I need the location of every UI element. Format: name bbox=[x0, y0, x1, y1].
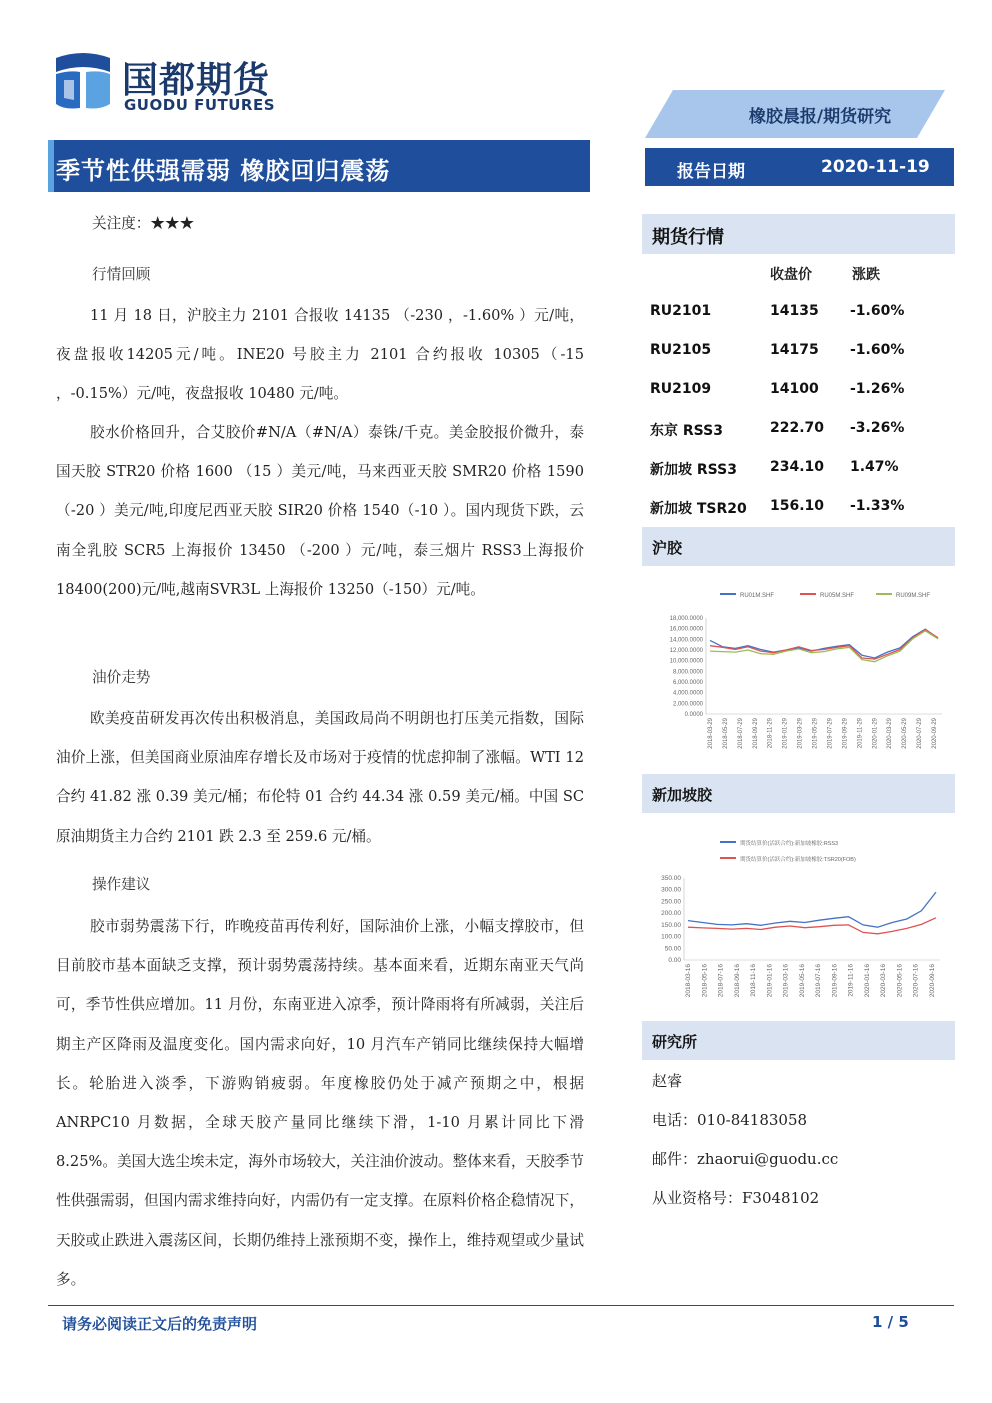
y-tick-label: 18,000.0000 bbox=[669, 616, 703, 622]
contract-name: RU2109 bbox=[650, 381, 712, 397]
x-tick-label: 2019-07-16 bbox=[815, 964, 823, 998]
legend-label: 期货结算价(活跃合约):新加坡橡胶:RSS3 bbox=[740, 841, 839, 847]
y-tick-label: 250.00 bbox=[661, 898, 681, 906]
x-tick-label: 2019-05-29 bbox=[812, 718, 819, 749]
y-tick-label: 200.00 bbox=[661, 910, 681, 918]
guodu-logo bbox=[50, 48, 300, 118]
legend-label: RU05M.SHF bbox=[820, 593, 855, 599]
x-tick-label: 2020-01-16 bbox=[863, 964, 871, 998]
market-row bbox=[650, 498, 950, 518]
x-tick-label: 2020-03-29 bbox=[887, 718, 894, 749]
y-tick-label: 100.00 bbox=[661, 933, 681, 941]
series-line bbox=[688, 918, 936, 934]
market-row bbox=[650, 459, 950, 479]
y-tick-label: 8,000.0000 bbox=[672, 669, 703, 676]
y-tick-label: 0.00 bbox=[668, 957, 681, 964]
section-heading-oil-price: 油价走势 bbox=[92, 669, 151, 686]
footer-divider bbox=[48, 1305, 954, 1306]
close-price: 14175 bbox=[770, 342, 819, 358]
researcher-phone: 电话：010-84183058 bbox=[652, 1111, 808, 1129]
price-change: 1.47% bbox=[850, 459, 899, 475]
x-tick-label: 2019-05-16 bbox=[798, 964, 806, 998]
report-type-label: 橡胶晨报/期货研究 bbox=[748, 107, 892, 127]
singapore-chart-svg bbox=[648, 830, 948, 1010]
focus-rating: 关注度：★★★ bbox=[92, 215, 195, 232]
x-tick-label: 2018-05-29 bbox=[722, 718, 729, 749]
price-change: -1.33% bbox=[850, 498, 905, 514]
logo-english-text: GUODU FUTURES bbox=[124, 96, 276, 114]
close-price: 234.10 bbox=[770, 459, 825, 475]
report-type-banner bbox=[645, 90, 945, 138]
y-tick-label: 350.00 bbox=[661, 875, 681, 882]
contract-name: 新加坡 RSS3 bbox=[650, 462, 737, 478]
legend-label: RU09M.SHF bbox=[896, 593, 931, 599]
disclaimer-notice[interactable]: 请务必阅读正文后的免责声明 bbox=[62, 1315, 258, 1333]
report-date-bar bbox=[645, 148, 954, 186]
x-tick-label: 2019-03-29 bbox=[797, 718, 804, 749]
logo-chinese-text: 国都期货 bbox=[122, 60, 271, 101]
singapore-section-title: 新加坡胶 bbox=[652, 786, 713, 804]
col-header-change: 涨跌 bbox=[852, 267, 880, 283]
x-tick-label: 2019-07-29 bbox=[827, 718, 834, 749]
researcher-email[interactable]: 邮件：zhaorui@guodu.cc bbox=[652, 1150, 839, 1168]
x-tick-label: 2020-01-29 bbox=[872, 718, 879, 749]
close-price: 156.10 bbox=[770, 498, 825, 514]
y-tick-label: 2,000.0000 bbox=[672, 701, 703, 708]
market-row bbox=[650, 303, 950, 323]
shanghai-section-title: 沪胶 bbox=[652, 539, 683, 557]
market-row bbox=[650, 420, 950, 440]
researcher-name: 赵睿 bbox=[652, 1072, 683, 1090]
x-tick-label: 2018-11-16 bbox=[750, 964, 758, 997]
x-tick-label: 2019-03-16 bbox=[782, 964, 790, 998]
report-date-value: 2020-11-19 bbox=[821, 157, 930, 177]
x-tick-label: 2018-05-16 bbox=[701, 964, 709, 998]
singapore-rubber-chart bbox=[648, 830, 948, 1010]
price-change: -3.26% bbox=[850, 420, 905, 436]
x-tick-label: 2019-11-29 bbox=[857, 718, 864, 749]
y-tick-label: 14,000.0000 bbox=[669, 637, 703, 644]
x-tick-label: 2019-01-16 bbox=[766, 964, 774, 998]
x-tick-label: 2020-07-29 bbox=[917, 718, 924, 749]
y-tick-label: 4,000.0000 bbox=[672, 690, 703, 697]
singapore-section-header bbox=[642, 774, 955, 813]
shanghai-chart-svg bbox=[648, 582, 948, 762]
paragraph-market-review-1: 11 月 18 日，沪胶主力 2101 合报收 14135 （-230 ，-1.60% ）元/吨，夜盘报收14205元/吨。INE20 号胶主力 2101 合约报收 10305（-15 ，-0.15%）元/吨，夜盘报收 10480 元/吨。 bbox=[56, 307, 584, 403]
section-heading-operation-advice: 操作建议 bbox=[92, 876, 151, 893]
close-price: 222.70 bbox=[770, 420, 825, 436]
y-tick-label: 50.00 bbox=[664, 945, 681, 953]
price-change: -1.60% bbox=[850, 303, 905, 319]
x-tick-label: 2018-09-29 bbox=[752, 718, 759, 749]
contract-name: 东京 RSS3 bbox=[650, 423, 723, 439]
paragraph-operation-advice: 胶市弱势震荡下行，昨晚疫苗再传利好，国际油价上涨，小幅支撑胶市，但目前胶市基本面缺乏支撑，预计弱势震荡持续。基本面来看，近期东南亚天气尚可，季节性供应增加。11 月份，东南亚进入凉季，预计降雨将有所减弱，关注后期主产区降雨及温度变化。国内需求向好，10 月汽车产销同比继续保持大幅增长。轮胎进入淡季，下游购销疲弱。年度橡胶仍处于减产预期之中，根据 ANRPC10 月数据，全球天胶产量同比继续下滑，1-10 月累计同比下滑 8.25%。美国大选尘埃未定，海外市场较大，关注油价波动。整体来看，天胶季节性供强需弱，但国内需求维持向好，内需仍有一定支撑。在原料价格企稳情况下，天胶或止跌进入震荡区间，长期仍维持上涨预期不变，操作上，维持观望或少量试多。 bbox=[56, 918, 584, 1288]
legend-label: 期货结算价(活跃合约):新加坡橡胶:TSR20(FOB) bbox=[740, 857, 856, 863]
x-tick-label: 2018-07-29 bbox=[737, 718, 744, 749]
x-tick-label: 2018-07-16 bbox=[717, 964, 725, 998]
x-tick-label: 2019-09-16 bbox=[831, 964, 839, 998]
x-tick-label: 2019-09-29 bbox=[842, 718, 849, 749]
x-tick-label: 2019-11-16 bbox=[847, 964, 855, 997]
report-date-label: 报告日期 bbox=[677, 162, 745, 182]
report-title-bar bbox=[48, 140, 590, 192]
x-tick-label: 2020-09-29 bbox=[932, 718, 938, 749]
price-change: -1.60% bbox=[850, 342, 905, 358]
paragraph-market-review-2: 胶水价格回升，合艾胶价#N/A（#N/A）泰铢/千克。美金胶报价微升，泰国天胶 STR20 价格 1600 （15 ）美元/吨，马来西亚天胶 SMR20 价格 1590（-20 ）美元/吨,印度尼西亚天胶 SIR20 价格 1540（-10 ）。国内现货下跌，云南全乳胶 SCR5 上海报价 13450 （-200 ）元/吨，泰三烟片 RSS3上海报价18400(200)元/吨,越南SVR3L 上海报价 13250（-150）元/吨。 bbox=[56, 424, 584, 598]
contract-name: RU2105 bbox=[650, 342, 712, 358]
contract-name: 新加坡 TSR20 bbox=[650, 501, 747, 517]
series-line bbox=[710, 629, 938, 658]
price-change: -1.26% bbox=[850, 381, 905, 397]
y-tick-label: 16,000.0000 bbox=[669, 626, 703, 633]
x-tick-label: 2019-01-29 bbox=[782, 718, 789, 749]
section-heading-market-review: 行情回顾 bbox=[92, 266, 151, 283]
y-tick-label: 0.0000 bbox=[684, 712, 703, 718]
y-tick-label: 150.00 bbox=[661, 921, 681, 929]
page-number: 1 / 5 bbox=[872, 1313, 909, 1331]
y-tick-label: 300.00 bbox=[661, 886, 681, 894]
x-tick-label: 2020-05-29 bbox=[902, 718, 909, 749]
research-section-title: 研究所 bbox=[652, 1033, 698, 1051]
title-accent bbox=[48, 140, 54, 192]
x-tick-label: 2018-11-29 bbox=[767, 718, 774, 749]
market-row bbox=[650, 342, 950, 362]
shanghai-rubber-chart bbox=[648, 582, 948, 762]
x-tick-label: 2018-03-16 bbox=[685, 964, 692, 998]
x-tick-label: 2020-07-16 bbox=[912, 964, 920, 998]
logo-mark-icon bbox=[50, 50, 116, 114]
research-section-header bbox=[642, 1021, 955, 1060]
close-price: 14100 bbox=[770, 381, 819, 397]
col-header-close: 收盘价 bbox=[770, 267, 812, 283]
x-tick-label: 2020-05-16 bbox=[896, 964, 904, 998]
market-section-title: 期货行情 bbox=[652, 227, 724, 248]
x-tick-label: 2018-09-16 bbox=[733, 964, 741, 998]
y-tick-label: 6,000.0000 bbox=[672, 680, 703, 686]
market-row bbox=[650, 381, 950, 401]
shanghai-section-header bbox=[642, 527, 955, 566]
series-line bbox=[688, 892, 936, 927]
x-tick-label: 2020-03-16 bbox=[880, 964, 888, 998]
report-title: 季节性供强需弱 橡胶回归震荡 bbox=[56, 156, 391, 185]
y-tick-label: 10,000.0000 bbox=[669, 658, 703, 665]
x-tick-label: 2020-09-16 bbox=[929, 964, 936, 998]
market-section-header bbox=[642, 214, 955, 254]
close-price: 14135 bbox=[770, 303, 819, 319]
contract-name: RU2101 bbox=[650, 303, 712, 319]
legend-label: RU01M.SHF bbox=[740, 593, 775, 599]
paragraph-oil-price: 欧美疫苗研发再次传出积极消息，美国政局尚不明朗也打压美元指数，国际油价上涨，但美国商业原油库存增长及市场对于疫情的忧虑抑制了涨幅。WTI 12 合约 41.82 涨 0.39 美元/桶；布伦特 01 合约 44.34 涨 0.59 美元/桶。中国 SC 原油期货主力合约 2101 跌 2.3 至 259.6 元/桶。 bbox=[56, 710, 584, 845]
x-tick-label: 2018-03-29 bbox=[708, 718, 714, 749]
researcher-license: 从业资格号：F3048102 bbox=[652, 1189, 820, 1207]
y-tick-label: 12,000.0000 bbox=[669, 648, 703, 654]
